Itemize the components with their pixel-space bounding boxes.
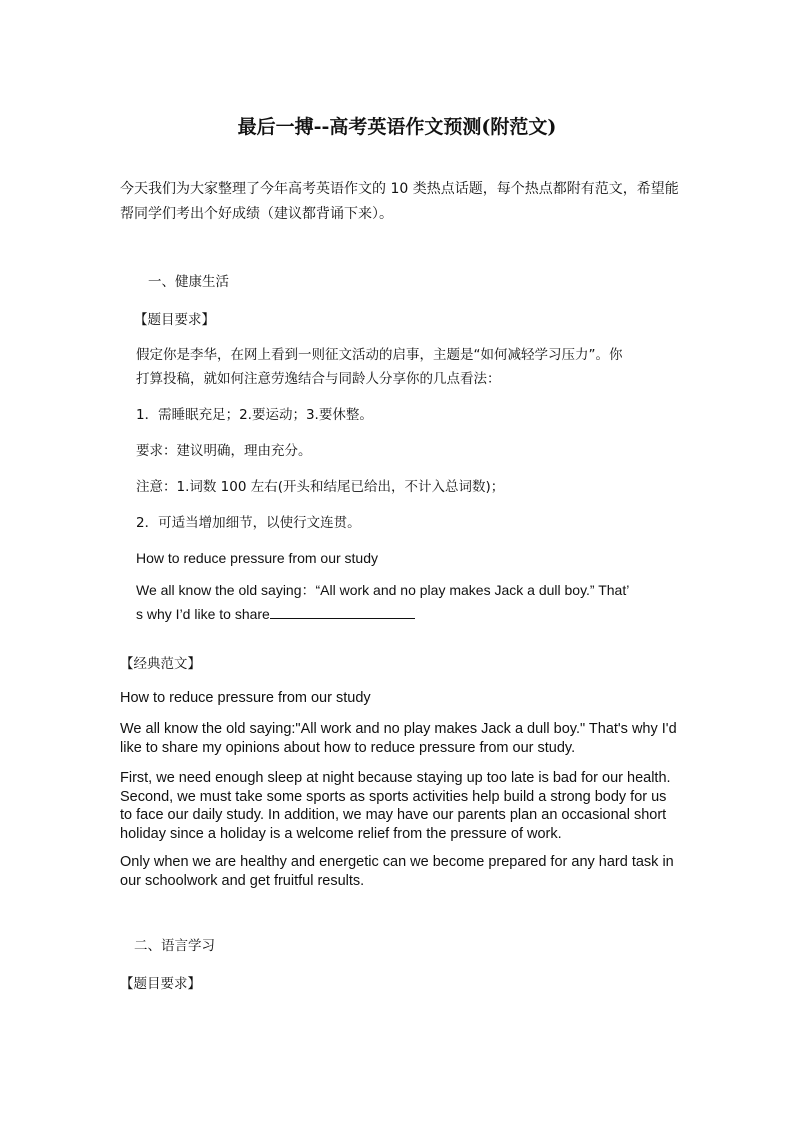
prompt-line-1: 假定你是李华，在网上看到一则征文活动的启事，主题是“如何减轻学习压力”。你 bbox=[136, 347, 623, 363]
section1-heading: 一、健康生活 bbox=[148, 274, 229, 290]
sample-paragraph-3: Only when we are healthy and energetic can we become prepared for any hard task in our schoolwork and get fruitful results. bbox=[120, 854, 674, 889]
answer-blank bbox=[270, 606, 415, 619]
section2-requirement-label: 【题目要求】 bbox=[120, 976, 201, 992]
sample-label: 【经典范文】 bbox=[120, 656, 201, 672]
given-opening-line-2 bbox=[136, 604, 415, 624]
prompt-line-2: 打算投稿，就如何注意劳逸结合与同龄人分享你的几点看法： bbox=[136, 371, 501, 387]
sample-paragraph-2: First, we need enough sleep at night because staying up too late is bad for our health. Second, we must take some sports as sports activities help build a strong body for us to face our daily study. In addition, we may have our parents plan an occasional short holiday since a holiday is a welcome relief from the pressure of work. bbox=[120, 770, 671, 842]
given-opening-line-1: We all know the old saying：“All work and no play makes Jack a dull boy.” That’ bbox=[136, 582, 630, 598]
given-title: How to reduce pressure from our study bbox=[136, 550, 378, 566]
prompt-note-2: 2．可适当增加细节，以使行文连贯。 bbox=[136, 515, 361, 531]
prompt-request: 要求：建议明确，理由充分。 bbox=[136, 443, 312, 459]
given-opening-text: s why I’d like to share bbox=[136, 606, 270, 622]
sample-title: How to reduce pressure from our study bbox=[120, 690, 371, 706]
intro-paragraph: 今天我们为大家整理了今年高考英语作文的 10 类热点话题，每个热点都附有范文，希望能帮同学们考出个好成绩（建议都背诵下来）。 bbox=[120, 181, 679, 222]
document-title: 最后一搏--高考英语作文预测(附范文) bbox=[237, 116, 557, 138]
prompt-points: 1．需睡眠充足；2.要运动；3.要休整。 bbox=[136, 407, 373, 423]
section1-requirement-label: 【题目要求】 bbox=[134, 312, 215, 328]
sample-paragraph-1: We all know the old saying:"All work and no play makes Jack a dull boy." That's why I'd like to share my opinions about how to reduce pressure from our study. bbox=[120, 721, 677, 756]
section2-heading: 二、语言学习 bbox=[134, 938, 215, 954]
prompt-note-1: 注意：1.词数 100 左右(开头和结尾已给出，不计入总词数)； bbox=[136, 479, 505, 495]
